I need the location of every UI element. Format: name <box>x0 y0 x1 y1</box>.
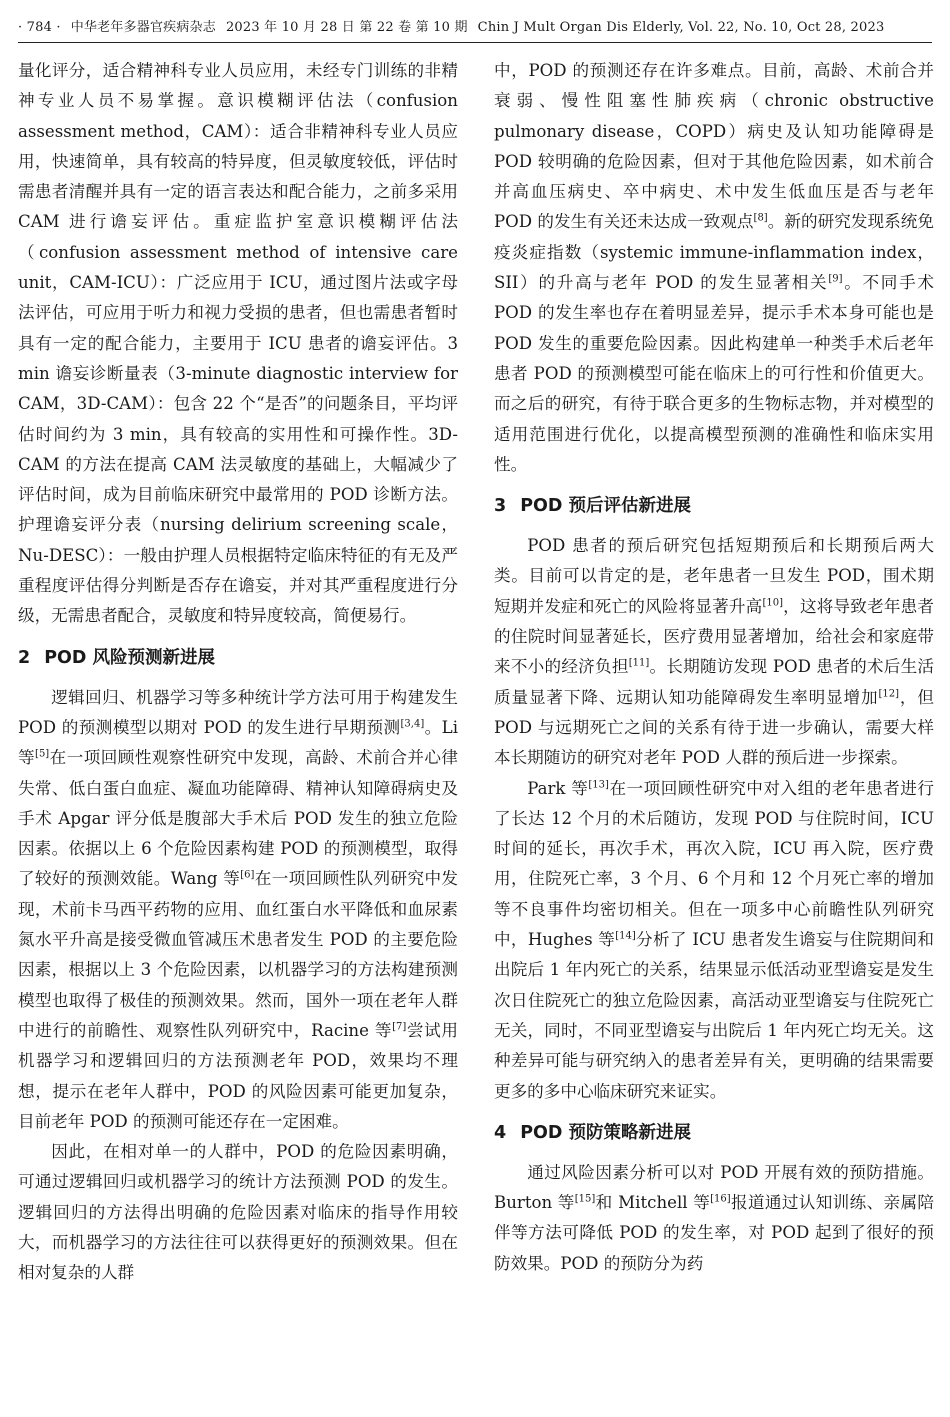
text-run: 报道通过认知训练、亲属陪伴等方法可降低 POD 的发生率，对 POD 起到了很好的预防效果。POD 的预防分为药 <box>494 1193 935 1273</box>
left-column <box>18 56 458 1289</box>
citation: [3,4] <box>400 718 425 730</box>
citation: [7] <box>392 1021 407 1033</box>
text-run: ，这将导致老年患者的住院时间显著延长，医疗费用显著增加，给社会和家庭带来不小的经济负担 <box>494 596 935 677</box>
text-run: 在一项回顾性队列研究中发现，术前卡马西平药物的应用、血红蛋白水平降低和血尿素氮水平升高是接受微血管减压术患者发生 POD 的主要危险因素，根据以上 3 个危险因素，以机器学习的方法构建预测模型也取得了极佳的预测效果。然而，国外一项在老年人群中进行的前瞻性、观察性队列研究中，Racine 等 <box>18 869 459 1040</box>
section-number: 2 <box>18 647 31 668</box>
section-number: 3 <box>494 496 507 517</box>
citation: [15] <box>574 1193 596 1205</box>
citation: [16] <box>710 1193 731 1205</box>
text-run: 通过风险因素分析可以对 POD 开展有效的预防措施。Burton 等 <box>494 1162 934 1213</box>
page-number: · 784 · <box>18 20 61 35</box>
paragraph-prognosis <box>494 531 934 773</box>
text-run: 和 Mitchell 等 <box>595 1193 711 1213</box>
journal-title-en: Chin J Mult Organ Dis Elderly, Vol. 22, No. 10, Oct 28, 2023 <box>477 20 885 35</box>
text-run: 在一项回顾性观察性研究中发现，高龄、术前合并心律失常、低白蛋白血症、凝血功能障碍、精神认知障碍病史及手术 Apgar 评分低是腹部大手术后 POD 发生的独立危险因素。依据以上 6 个危险因素构建 POD 的预测模型，取得了较好的预测效能。Wang 等 <box>18 748 459 889</box>
citation: [9] <box>828 273 843 285</box>
paragraph-risk-models <box>18 683 458 1137</box>
text-run: 在一项回顾性研究中对入组的老年患者进行了长达 12 个月的术后随访，发现 POD 与住院时间，ICU 时间的延长，再次手术，再次入院，ICU 再入院，医疗费用，住院死亡率，3 个月、6 个月和 12 个月死亡率的增加等不良事件均密切相关。但在一项多中心前瞻性队列研究中，Hughes 等 <box>494 778 934 950</box>
citation: [10] <box>762 597 783 609</box>
section-title: POD 预后评估新进展 <box>520 496 692 517</box>
paragraph-conclusion: 因此，在相对单一的人群中，POD 的危险因素明确，可通过逻辑回归或机器学习的统计方法预测 POD 的发生。逻辑回归的方法得出明确的危险因素对临床的指导作用较大，而机器学习的方法往往可以获得更好的预测效果。但在相对复杂的人群 <box>18 1142 458 1283</box>
paragraph-assessment-tools: 量化评分，适合精神科专业人员应用，未经专门训练的非精神专业人员不易掌握。意识模糊评估法（confusion assessment method，CAM）：适合非精神科专业人员应用，快速简单，具有较高的特异度，但灵敏度较低，评估时需患者清醒并具有一定的语言表达和配合能力，之前多采用 CAM 进行谵妄评估。重症监护室意识模糊评估法（confusion assessment method of intensive care unit，CAM-ICU）：广泛应用于 ICU，通过图片法或字母法评估，可应用于听力和视力受损的患者，但也需患者暂时具有一定的配合能力，主要用于 ICU 患者的谵妄评估。3 min 谵妄诊断量表（3-minute diagnostic interview for CAM，3D-CAM）：包含 22 个“是否”的问题条目，平均评估时间约为 3 min，具有较高的实用性和可操作性。3D-CAM 的方法在提高 CAM 法灵敏度的基础上，大幅减少了评估时间，成为目前临床研究中最常用的 POD 诊断方法。护理谵妄评分表（nursing delirium screening scale，Nu-DESC）：一般由护理人员根据特定临床特征的有无及严重程度评估得分判断是否存在谵妄，并对其严重程度进行分级，无需患者配合，灵敏度和特异度较高，简便易行。 <box>18 61 458 626</box>
paragraph-prediction-difficulty <box>494 56 934 480</box>
text-run: 分析了 ICU 患者发生谵妄与住院期间和出院后 1 年内死亡的关系，结果显示低活动亚型谵妄是发生次日住院死亡的独立危险因素，高活动亚型谵妄与住院死亡无关，同时，不同亚型谵妄与出院后 1 年内死亡均无关。这种差异可能与研究纳入的患者差异有关，更明确的结果需要更多的多中心临床研究来证实。 <box>494 930 935 1101</box>
citation: [8] <box>753 212 768 224</box>
citation: [13] <box>588 779 609 790</box>
text-run: 。长期随访发现 POD 患者的术后生活质量显著下降、远期认知功能障碍发生率明显增加 <box>494 657 935 707</box>
journal-title-cn: 中华老年多器官疾病杂志 <box>70 20 216 35</box>
text-run: 。不同手术 POD 的发生率也存在着明显差异，提示手术本身可能也是 POD 发生的重要危险因素。因此构建单一种类手术后老年患者 POD 的预测模型可能在临床上的可行性和价值更大。而之后的研究，有待于联合更多的生物标志物，并对模型的适用范围进行优化，以提高模型预测的准确性和临床实用性。 <box>494 273 934 474</box>
citation: [6] <box>240 869 255 881</box>
header-divider <box>18 42 932 43</box>
paragraph-prevention <box>494 1158 934 1279</box>
text-run: POD 患者的预后研究包括短期预后和长期预后两大类。目前可以肯定的是，老年患者一旦发生 POD，围术期短期并发症和死亡的风险将显著升高 <box>494 536 934 616</box>
text-run: 中，POD 的预测还存在许多难点。目前，高龄、术前合并衰弱、慢性阻塞性肺疾病（chronic obstructive pulmonary disease，COPD）病史及认知功能障碍是 POD 较明确的危险因素，但对于其他危险因素，如术前合并高血压病史、卒中病史、术中发生低血压是否与老年 POD 的发生有关还未达成一致观点 <box>494 61 934 232</box>
citation: [14] <box>615 930 636 942</box>
citation: [12] <box>878 688 900 700</box>
section-heading-4 <box>494 1118 934 1148</box>
text-run: 。Li 等 <box>18 717 458 768</box>
section-heading-2 <box>18 643 458 673</box>
citation: [5] <box>35 748 50 760</box>
section-heading-3 <box>494 491 934 521</box>
right-column <box>494 56 934 1279</box>
text-run: 尝试用机器学习和逻辑回归的方法预测老年 POD，效果均不理想，提示在老年人群中，POD 的风险因素可能更加复杂，目前老年 POD 的预测可能还存在一定困难。 <box>18 1020 458 1131</box>
running-header <box>18 16 932 35</box>
text-run: 。新的研究发现系统免疫炎症指数（systemic immune-inflammation index，SII）的升高与老年 POD 的发生显著相关 <box>494 212 934 293</box>
text-run: Park 等 <box>527 778 589 798</box>
section-number: 4 <box>494 1122 507 1143</box>
citation: [11] <box>628 657 650 669</box>
issue-info-cn: 2023 年 10 月 28 日 第 22 卷 第 10 期 <box>225 20 468 35</box>
text-run: 逻辑回归、机器学习等多种统计学方法可用于构建发生 POD 的预测模型以期对 POD 的发生进行早期预测 <box>18 687 458 737</box>
text-run: ，但 POD 与远期死亡之间的关系有待于进一步确认，需要大样本长期随访的研究对老年 POD 人群的预后进一步探索。 <box>494 687 935 768</box>
section-title: POD 预防策略新进展 <box>520 1122 692 1143</box>
section-title: POD 风险预测新进展 <box>44 647 216 668</box>
paragraph-park-study <box>494 774 934 1107</box>
